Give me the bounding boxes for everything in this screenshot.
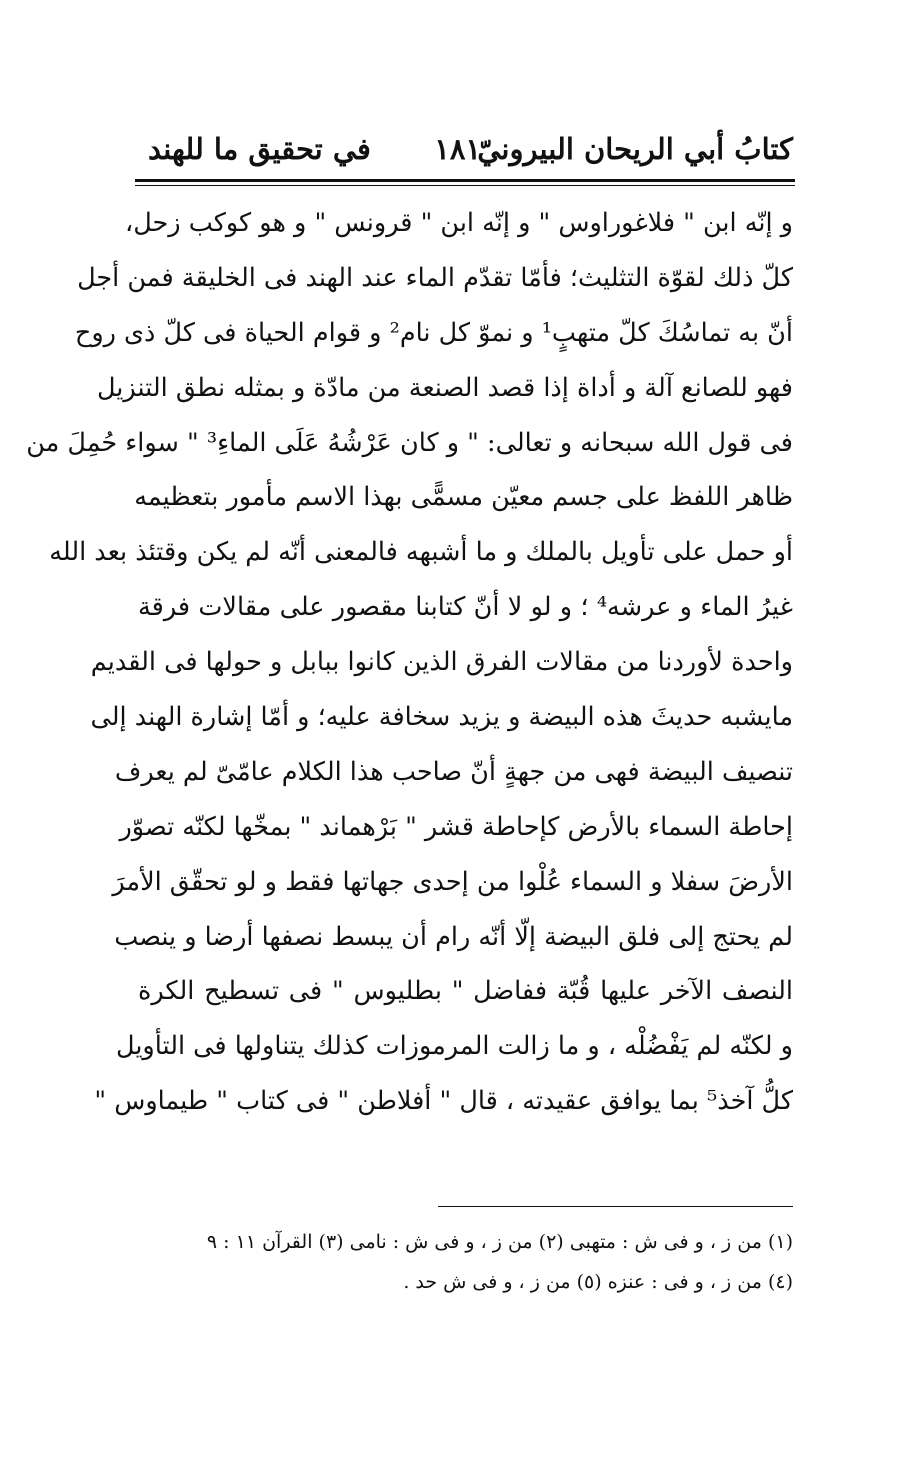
text-line: كلّ ذلك لقوّة التثليث؛ فأمّا تقدّم الماء عند الهند فى الخليقة فمن أجل	[77, 262, 793, 293]
text-line: تنصيف البيضة فهى من جهةٍ أنّ صاحب هذا الكلام عامّىّ لم يعرف	[114, 756, 793, 787]
footnote-line: (٤) من ز ، و فى : عنزه (٥) من ز ، و فى ش حد .	[403, 1271, 793, 1293]
text-line: فهو للصانع آلة و أداة إذا قصد الصنعة من مادّة و بمثله نطق التنزيل	[96, 372, 793, 403]
text-line: أو حمل على تأويل بالملك و ما أشبهه فالمعنى أنّه لم يكن وقتئذ بعد الله	[49, 537, 793, 568]
text-line: ظاهر اللفظ على جسم معيّن مسمًّى بهذا الاسم مأمور بتعظيمه	[134, 482, 793, 513]
running-title: في تحقيق ما للهند	[148, 132, 371, 166]
text-line: غيرُ الماء و عرشه⁴ ؛ و لو لا أنّ كتابنا مقصور على مقالات فرقة	[138, 592, 793, 623]
header-rule-thin	[135, 185, 795, 186]
page-number: ١٨١	[434, 132, 481, 166]
main-text	[26, 196, 793, 1129]
header-rule	[135, 179, 795, 182]
text-line: النصف الآخر عليها قُبّة ففاضل " بطليوس " فى تسطيح الكرة	[138, 976, 793, 1007]
text-line: مايشبه حديثَ هذه البيضة و يزيد سخافة عليه؛ و أمّا إشارة الهند إلى	[90, 702, 793, 733]
text-line: إحاطة السماء بالأرض كإحاطة قشر " بَرْهماند " بمخّها لكنّه تصوّر	[119, 811, 793, 842]
text-line: و لكنّه لم يَفْضُلْه ، و ما زالت المرموزات كذلك يتناولها فى التأويل	[116, 1031, 793, 1062]
text-line: أنّ به تماسُكَ كلّ متهبٍ¹ و نموّ كل نام² و قوام الحياة فى كلّ ذى روح	[74, 317, 793, 348]
text-line: كلُّ آخذ⁵ بما يوافق عقيدته ، قال " أفلاطن " فى كتاب " طيماوس "	[94, 1086, 793, 1117]
text-line: فى قول الله سبحانه و تعالى: " و كان عَرْشُهُ عَلَى الماءِ³ " سواء حُمِلَ من	[26, 427, 793, 458]
book-title: كتابُ أبي الريحان البيرونيّ	[477, 132, 793, 166]
footnote-line: (١) من ز ، و فى ش : متهبى (٢) من ز ، و فى ش : نامى (٣) القرآن ١١ : ٩	[206, 1231, 793, 1253]
page-header	[138, 118, 793, 178]
text-line: لم يحتج إلى فلق البيضة إلّا أنّه رام أن يبسط نصفها أرضا و ينصب	[114, 921, 793, 952]
footnote-rule	[438, 1206, 793, 1207]
text-line: الأرضَ سفلا و السماء عُلْوا من إحدى جهاتها فقط و لو تحقّق الأمرَ	[112, 866, 793, 897]
text-line: واحدة لأوردنا من مقالات الفرق الذين كانوا ببابل و حولها فى القديم	[90, 647, 793, 678]
footnotes	[138, 1222, 793, 1302]
text-line: و إنّه ابن " فلاغوراوس " و إنّه ابن " قرونس " و هو كوكب زحل،	[124, 208, 793, 238]
